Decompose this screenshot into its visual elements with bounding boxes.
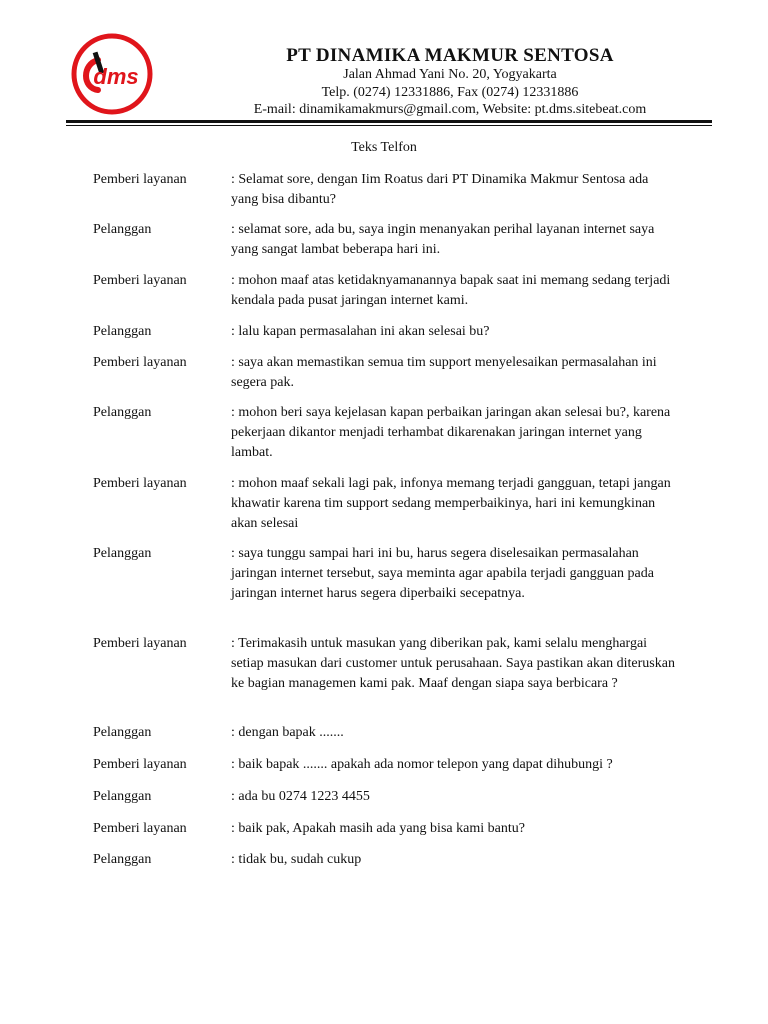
company-logo xyxy=(68,30,156,118)
utterance-text: : ada bu 0274 1223 4455 xyxy=(231,789,370,804)
utterance-text: : Terimakasih untuk masukan yang diberikan pak, kami selalu menghargai setiap masukan dari customer untuk perusahaan. Saya pastikan akan diteruskan ke bagian managemen kami pak. Maaf dengan siapa saya berbicara ? xyxy=(231,636,675,691)
company-address: Jalan Ahmad Yani No. 20, Yogyakarta xyxy=(343,67,557,82)
speaker-label: Pemberi layanan xyxy=(93,476,187,491)
speaker-label: Pemberi layanan xyxy=(93,172,187,187)
company-name: PT DINAMIKA MAKMUR SENTOSA xyxy=(286,45,614,66)
utterance-text: : dengan bapak ....... xyxy=(231,725,344,740)
speaker-label: Pemberi layanan xyxy=(93,273,187,288)
utterance-text: : baik pak, Apakah masih ada yang bisa kami bantu? xyxy=(231,821,525,836)
speaker-label: Pelanggan xyxy=(93,405,152,420)
company-phone: Telp. (0274) 12331886, Fax (0274) 12331886 xyxy=(321,85,579,100)
speaker-label: Pelanggan xyxy=(93,324,152,339)
speaker-label: Pemberi layanan xyxy=(93,757,187,772)
speaker-label: Pemberi layanan xyxy=(93,636,187,651)
utterance-text: : mohon maaf atas ketidaknyamanannya bapak saat ini memang sedang terjadi kendala pada pusat jaringan internet kami. xyxy=(231,273,671,308)
utterance-text: : Selamat sore, dengan Iim Roatus dari PT Dinamika Makmur Sentosa ada yang bisa dibantu? xyxy=(231,172,649,207)
document-title: Teks Telfon xyxy=(351,140,417,155)
utterance-text: : mohon beri saya kejelasan kapan perbaikan jaringan akan selesai bu?, karena pekerjaan dikantor menjadi terhambat dikarenakan jaringan internet yang lambat. xyxy=(231,405,671,460)
utterance-text: : lalu kapan permasalahan ini akan selesai bu? xyxy=(231,324,490,339)
speaker-label: Pelanggan xyxy=(93,789,152,804)
speaker-label: Pelanggan xyxy=(93,222,152,237)
speaker-label: Pelanggan xyxy=(93,725,152,740)
utterance-text: : tidak bu, sudah cukup xyxy=(231,852,362,867)
header-divider-thick xyxy=(66,120,712,123)
utterance-text: : baik bapak ....... apakah ada nomor telepon yang dapat dihubungi ? xyxy=(231,757,613,772)
utterance-text: : selamat sore, ada bu, saya ingin menanyakan perihal layanan internet saya yang sangat lambat beberapa hari ini. xyxy=(231,222,655,257)
company-contact: E-mail: dinamikamakmurs@gmail.com, Website: pt.dms.sitebeat.com xyxy=(253,102,647,117)
logo-lettering: dms xyxy=(93,64,139,89)
utterance-text: : saya akan memastikan semua tim support menyelesaikan permasalahan ini segera pak. xyxy=(231,355,657,390)
utterance-text: : mohon maaf sekali lagi pak, infonya memang terjadi gangguan, tetapi jangan khawatir karena tim support sedang memperbaikinya, hari ini kemungkinan akan selesai xyxy=(231,476,671,531)
speaker-label: Pemberi layanan xyxy=(93,355,187,370)
header-divider-thin xyxy=(66,125,712,126)
speaker-label: Pelanggan xyxy=(93,546,152,561)
speaker-label: Pelanggan xyxy=(93,852,152,867)
utterance-text: : saya tunggu sampai hari ini bu, harus segera diselesaikan permasalahan jaringan internet tersebut, saya meminta agar apabila terjadi gangguan pada jaringan internet harus segera diperbaiki secepatnya. xyxy=(231,546,654,601)
dms-logo-icon xyxy=(68,30,156,118)
speaker-label: Pemberi layanan xyxy=(93,821,187,836)
